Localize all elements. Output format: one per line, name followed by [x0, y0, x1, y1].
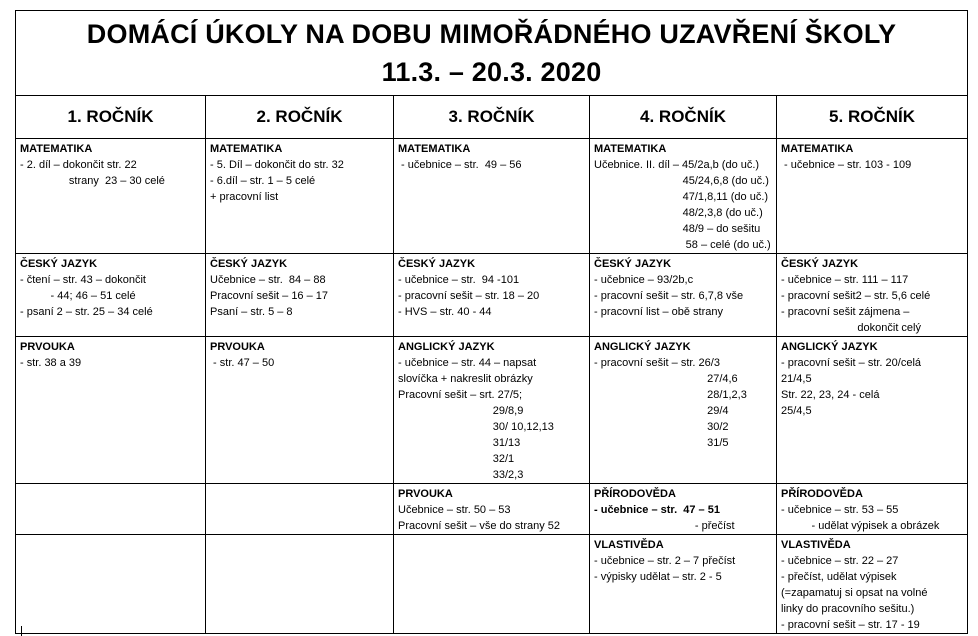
- table-cell: [394, 254, 590, 337]
- assignment-line: - pracovní sešit zájmena –: [781, 306, 910, 318]
- subject-heading: ČESKÝ JAZYK: [398, 258, 476, 270]
- assignment-line: - učebnice – str. 53 – 55: [781, 504, 899, 516]
- table-row: [16, 337, 968, 484]
- table-row: [16, 535, 968, 634]
- assignment-line: - str. 38 a 39: [20, 357, 82, 369]
- assignment-line: Pracovní sešit – 16 – 17: [210, 290, 329, 302]
- subject-heading: MATEMATIKA: [594, 143, 667, 155]
- assignment-line: 29/4: [594, 405, 729, 417]
- grade-header: 5. ROČNÍK: [777, 96, 968, 139]
- assignment-line: - pracovní sešit – str. 26/3: [594, 357, 720, 369]
- table-cell: [16, 254, 206, 337]
- table-cell: [590, 484, 777, 535]
- subject-heading: ČESKÝ JAZYK: [781, 258, 859, 270]
- subject-heading: MATEMATIKA: [20, 143, 93, 155]
- assignment-line: 48/9 – do sešitu: [594, 223, 761, 235]
- table-cell: [590, 535, 777, 634]
- table-cell: [777, 337, 968, 484]
- assignment-line: 48/2,3,8 (do uč.): [594, 207, 763, 219]
- assignment-line: - 44; 46 – 51 celé: [20, 290, 136, 302]
- subject-heading: PŘÍRODOVĚDA: [781, 488, 863, 500]
- grade-header: 2. ROČNÍK: [206, 96, 394, 139]
- subject-heading: ANGLICKÝ JAZYK: [398, 341, 495, 353]
- assignment-line: - psaní 2 – str. 25 – 34 celé: [20, 306, 153, 318]
- table-cell: [206, 337, 394, 484]
- table-cell: [16, 337, 206, 484]
- subject-heading: PRVOUKA: [20, 341, 75, 353]
- subject-heading: ČESKÝ JAZYK: [20, 258, 98, 270]
- assignment-line: 30/2: [594, 421, 729, 433]
- grade-header: 1. ROČNÍK: [16, 96, 206, 139]
- assignment-line: - udělat výpisek a obrázek: [781, 520, 940, 532]
- assignment-line: - učebnice – str. 94 -101: [398, 274, 520, 286]
- assignment-line: (=zapamatuj si opsat na volné: [781, 587, 928, 599]
- assignment-line: - přečíst: [594, 520, 735, 532]
- assignment-line: - učebnice – str. 47 – 51: [594, 504, 720, 516]
- assignment-line: 28/1,2,3: [594, 389, 747, 401]
- subject-heading: MATEMATIKA: [781, 143, 854, 155]
- assignment-line: - pracovní sešit – str. 20/celá: [781, 357, 922, 369]
- subject-heading: PŘÍRODOVĚDA: [594, 488, 676, 500]
- assignment-line: 31/13: [398, 437, 521, 449]
- subject-heading: VLASTIVĚDA: [594, 539, 664, 551]
- assignment-line: slovíčka + nakreslit obrázky: [398, 373, 533, 385]
- grade-header: 3. ROČNÍK: [394, 96, 590, 139]
- assignment-line: Učebnice. II. díl – 45/2a,b (do uč.): [594, 159, 760, 171]
- assignment-line: 31/5: [594, 437, 729, 449]
- table-cell: [16, 535, 206, 634]
- assignment-line: 47/1,8,11 (do uč.): [594, 191, 769, 203]
- assignment-line: - pracovní sešit – str. 18 – 20: [398, 290, 540, 302]
- assignment-line: - učebnice – 93/2b,c: [594, 274, 694, 286]
- assignment-line: - 2. díl – dokončit str. 22: [20, 159, 137, 171]
- assignment-line: - učebnice – str. 2 – 7 přečíst: [594, 555, 736, 567]
- table-cell: [394, 139, 590, 254]
- subject-heading: PRVOUKA: [210, 341, 265, 353]
- assignment-line: - čtení – str. 43 – dokončit: [20, 274, 146, 286]
- table-row: [16, 254, 968, 337]
- table-cell: [206, 535, 394, 634]
- subject-heading: MATEMATIKA: [210, 143, 283, 155]
- assignment-line: Psaní – str. 5 – 8: [210, 306, 293, 318]
- table-row: [16, 139, 968, 254]
- assignment-line: Pracovní sešit – srt. 27/5;: [398, 389, 523, 401]
- date-range: 11.3. – 20.3. 2020: [381, 57, 602, 87]
- subject-heading: ANGLICKÝ JAZYK: [594, 341, 691, 353]
- homework-table: [15, 10, 968, 634]
- assignment-line: - učebnice – str. 49 – 56: [398, 159, 522, 171]
- table-cell: [777, 484, 968, 535]
- assignment-line: Učebnice – str. 84 – 88: [210, 274, 326, 286]
- subject-heading: VLASTIVĚDA: [781, 539, 851, 551]
- table-cell: [394, 337, 590, 484]
- assignment-line: Pracovní sešit – vše do strany 52: [398, 520, 561, 532]
- table-cell: [394, 484, 590, 535]
- assignment-line: 29/8,9: [398, 405, 524, 417]
- subject-heading: MATEMATIKA: [398, 143, 471, 155]
- assignment-line: - učebnice – str. 103 - 109: [781, 159, 912, 171]
- assignment-line: - 5. Díl – dokončit do str. 32: [210, 159, 344, 171]
- assignment-line: 58 – celé (do uč.): [594, 239, 771, 251]
- assignment-line: 33/2,3: [398, 469, 524, 481]
- assignment-line: - výpisky udělat – str. 2 - 5: [594, 571, 722, 583]
- table-cell: [16, 139, 206, 254]
- table-cell: [206, 139, 394, 254]
- grade-header: 4. ROČNÍK: [590, 96, 777, 139]
- grade-header-row: [16, 96, 968, 139]
- table-cell: [16, 484, 206, 535]
- table-cell: [777, 254, 968, 337]
- text-cursor: [21, 626, 22, 636]
- subject-heading: PRVOUKA: [398, 488, 453, 500]
- table-cell: [394, 535, 590, 634]
- table-cell: [590, 254, 777, 337]
- assignment-line: dokončit celý: [781, 322, 921, 334]
- table-cell: [590, 337, 777, 484]
- assignment-line: - přečíst, udělat výpisek: [781, 571, 897, 583]
- table-row: [16, 484, 968, 535]
- assignment-line: - str. 47 – 50: [210, 357, 275, 369]
- table-cell: [206, 484, 394, 535]
- page-title: DOMÁCÍ ÚKOLY NA DOBU MIMOŘÁDNÉHO UZAVŘENÍ ŠKOLY: [86, 19, 897, 49]
- table-cell: [590, 139, 777, 254]
- assignment-line: - učebnice – str. 22 – 27: [781, 555, 899, 567]
- assignment-line: 30/ 10,12,13: [398, 421, 554, 433]
- assignment-line: - pracovní sešit – str. 6,7,8 vše: [594, 290, 744, 302]
- subject-heading: ANGLICKÝ JAZYK: [781, 341, 878, 353]
- assignment-line: - pracovní list – obě strany: [594, 306, 724, 318]
- assignment-line: - 6.díl – str. 1 – 5 celé: [210, 175, 316, 187]
- assignment-line: 45/24,6,8 (do uč.): [594, 175, 769, 187]
- table-cell: [206, 254, 394, 337]
- assignment-line: - HVS – str. 40 - 44: [398, 306, 492, 318]
- assignment-line: Učebnice – str. 50 – 53: [398, 504, 511, 516]
- assignment-line: 25/4,5: [781, 405, 812, 417]
- assignment-line: - učebnice – str. 44 – napsat: [398, 357, 537, 369]
- assignment-line: 21/4,5: [781, 373, 812, 385]
- subject-heading: ČESKÝ JAZYK: [594, 258, 672, 270]
- assignment-line: - pracovní sešit – str. 17 - 19: [781, 619, 920, 631]
- assignment-line: strany 23 – 30 celé: [20, 175, 165, 187]
- subject-heading: ČESKÝ JAZYK: [210, 258, 288, 270]
- assignment-line: + pracovní list: [210, 191, 279, 203]
- table-cell: [777, 139, 968, 254]
- title-row: [16, 11, 968, 96]
- title-cell: [16, 11, 968, 96]
- assignment-line: 27/4,6: [594, 373, 738, 385]
- assignment-line: Str. 22, 23, 24 - celá: [781, 389, 880, 401]
- assignment-line: linky do pracovního sešitu.): [781, 603, 915, 615]
- assignment-line: - učebnice – str. 111 – 117: [781, 274, 909, 286]
- table-cell: [777, 535, 968, 634]
- assignment-line: 32/1: [398, 453, 515, 465]
- assignment-line: - pracovní sešit2 – str. 5,6 celé: [781, 290, 931, 302]
